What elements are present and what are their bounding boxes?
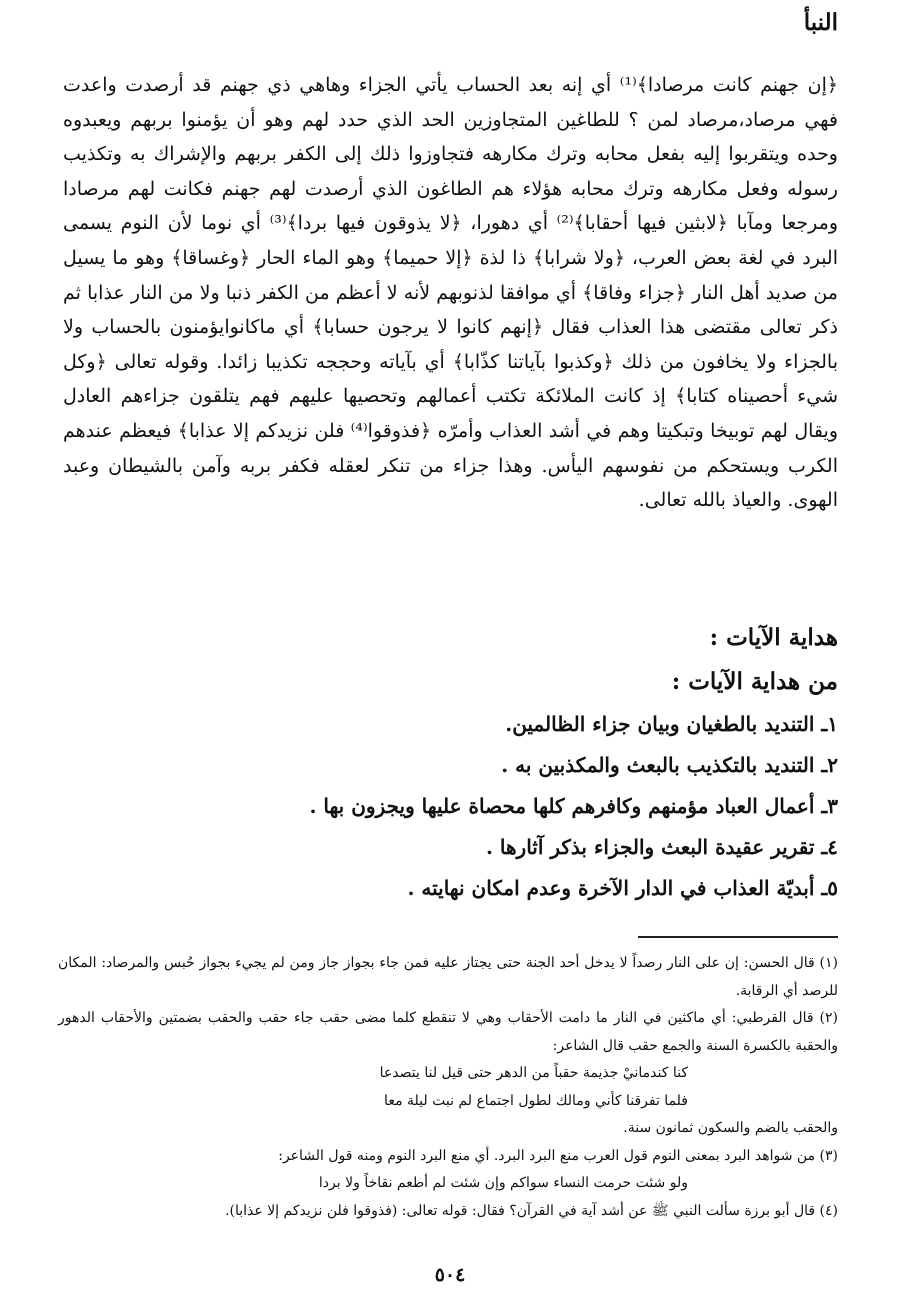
footnote-2-verse-2: فلما تفرقنا كأني ومالك لطول اجتماع لم نبت ليلة معا [384, 1092, 688, 1109]
footnote-3: (٣) من شواهد البرد بمعنى النوم قول العرب منع البرد البرد. أي منع البرد النوم ومنه قول الشاعر: [278, 1147, 838, 1164]
list-item: ٥ـ أبديّة العذاب في الدار الآخرة وعدم امكان نهايته . [407, 876, 838, 900]
footnote-divider [638, 936, 838, 938]
footnote-4: (٤) قال أبو برزة سألت النبي ﷺ عن أشد آية في القرآن؟ فقال: قوله تعالى: (فذوقوا فلن نزيدكم إلا عذابا). [225, 1202, 838, 1219]
list-item: ١ـ التنديد بالطغيان وبيان جزاء الظالمين. [505, 712, 838, 736]
footnote-2-tail: والحقب بالضم والسكون ثمانون سنة. [623, 1120, 838, 1136]
footnotes-section [58, 950, 838, 1225]
footnote-2-verse-1: كنا كندمانيْ جذيمة حقباً من الدهر حتى قيل لنا يتصدعا [379, 1065, 688, 1081]
list-item: ٣ـ أعمال العباد مؤمنهم وكافرهم كلها محصاة عليها ويجزون بها . [309, 794, 838, 818]
list-item: ٢ـ التنديد بالتكذيب بالبعث والمكذبين به . [501, 753, 838, 777]
running-header-surah-name: النبأ [803, 9, 838, 36]
commentary-text [63, 68, 838, 518]
guidance-points-list [63, 704, 838, 909]
footnote-3-verse: ولو شئت حرمت النساء سواكم وإن شئت لم أطعم نقاخاً ولا بردا [318, 1175, 688, 1191]
commentary-paragraph: ﴿إن جهنم كانت مرصادا﴾⁽¹⁾ أي إنه بعد الحساب يأتي الجزاء وهاهي ذي جهنم قد أرصدت واعدت فهي مرصاد،مرصاد لمن ؟ للطاغين المتجاوزين الحد الذي حدد لهم وهو أن يؤمنوا بربهم ويعبدوه وحده ويتقربوا إليه بفعل محابه وترك مكارهه فتجاوزوا ذلك إلى الكفر بربهم والإشراك به وتكذيب رسوله وفعل مكارهه وترك محابه هؤلاء هم الطاغون الذي أرصدت لهم جهنم فكانت لهم مرصادا ومرجعا ومآبا ﴿لابثين فيها أحقابا﴾⁽²⁾ أي دهورا، ﴿لا يذوقون فيها بردا﴾⁽³⁾ أي نوما لأن النوم يسمى البرد في لغة بعض العرب، ﴿ولا شرابا﴾ ذا لذة ﴿إلا حميما﴾ وهو الماء الحار ﴿وغساقا﴾ وهو ما يسيل من صديد أهل النار ﴿جزاء وفاقا﴾ أي موافقا لذنوبهم لأنه لا أعظم من الكفر ذنبا ولا من النار عذابا ثم ذكر تعالى مقتضى هذا العذاب فقال ﴿إنهم كانوا لا يرجون حسابا﴾ أي ماكانوايؤمنون بالحساب ولا بالجزاء ولا يخافون من ذلك ﴿وكذبوا بآياتنا كذّابا﴾ أي بآياته وحججه تكذيبا زائدا. وقوله تعالى ﴿وكل شيء أحصيناه كتابا﴾ إذ كانت الملائكة تكتب أعمالهم وتحصيها عليهم فهم يتلقون جزاءهم العادل ويقال لهم توبيخا وتبكيتا وهم في أشد العذاب وأمرّه ﴿فذوقوا⁽⁴⁾ فلن نزيدكم إلا عذابا﴾ فيعظم عندهم الكرب ويستحكم من نفوسهم اليأس. وهذا جزاء من تنكر لعقله فكفر بربه وآمن بالشيطان وعبد الهوى. والعياذ بالله تعالى. [63, 74, 839, 512]
footnote-1: (١) قال الحسن: إن على النار رصداً لا يدخل أحد الجنة حتى يجتاز عليه فمن جاء بجواز جاز ومن لم يجيء بجواز حُبس والمرصاد: المكان للرصد أي الرقابة. [58, 955, 838, 999]
sub-heading: من هداية الآيات : [671, 668, 838, 695]
section-heading: هداية الآيات : [709, 624, 838, 651]
page-number: ٥٠٤ [434, 1264, 466, 1286]
list-item: ٤ـ تقرير عقيدة البعث والجزاء بذكر آثارها . [485, 835, 838, 859]
footnote-2: (٢) قال القرطبي: أي ماكثين في النار ما دامت الأحقاب وهي لا تنقطع كلما مضى حقب جاء حقب والحقب بضمتين والأحقاب الدهور والحقبة بالكسرة السنة والجمع حقب قال الشاعر: [58, 1010, 838, 1054]
